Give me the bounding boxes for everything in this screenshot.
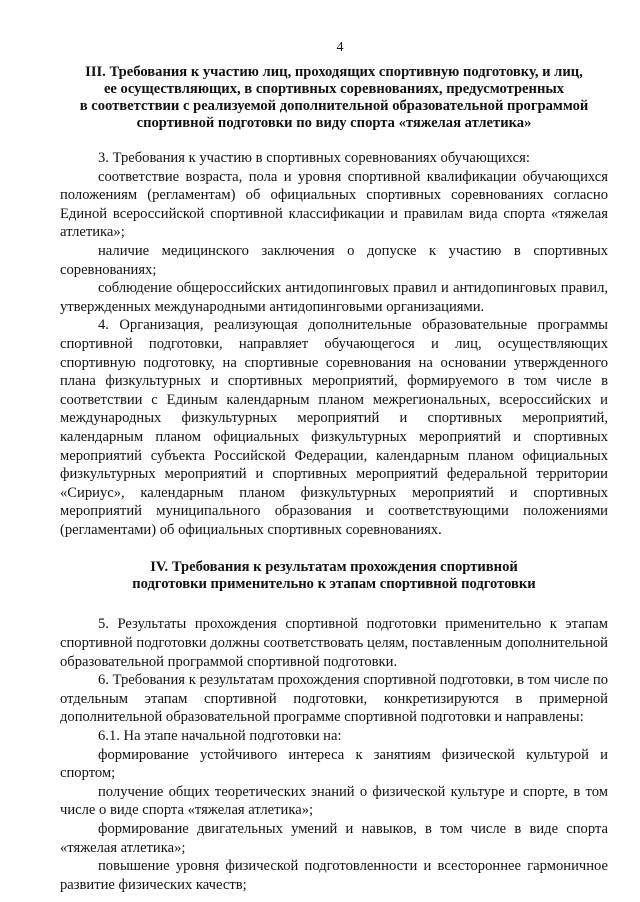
section-3-body <box>60 149 608 539</box>
paragraph-3-item-medical: наличие медицинского заключения о допуске к участию в спортивных соревнованиях; <box>60 242 608 278</box>
section-4-heading <box>60 559 608 593</box>
section-4-body <box>60 615 608 894</box>
paragraph-3-item-antidoping: соблюдение общероссийских антидопинговых правил и антидопинговых правил, утвержденных международными антидопинговыми организациями. <box>60 280 608 315</box>
heading-line: ее осуществляющих, в спортивных соревнованиях, предусмотренных <box>103 81 565 97</box>
paragraph-6-1-item-fitness: повышение уровня физической подготовленности и всестороннее гармоничное развитие физических качеств; <box>60 858 608 893</box>
paragraph-6-1-item-interest: формирование устойчивого интереса к занятиям физической культурой и спортом; <box>60 746 608 782</box>
paragraph-3-item-age: соответствие возраста, пола и уровня спортивной квалификации обучающихся положениям (регламентам) об официальных спортивных соревнованиях согласно Единой всероссийской спортивной классификации и правилам вида спорта «тяжелая атлетика»; <box>60 168 608 241</box>
paragraph-6-1-item-knowledge: получение общих теоретических знаний о физической культуре и спорте, в том числе о виде спорта «тяжелая атлетика»; <box>60 783 608 819</box>
heading-line: III. Требования к участию лиц, проходящих спортивную подготовку, и лиц, <box>85 64 583 80</box>
heading-line: в соответствии с реализуемой дополнительной образовательной программой <box>79 98 589 114</box>
heading-line: IV. Требования к результатам прохождения спортивной <box>150 559 518 576</box>
paragraph-4: 4. Организация, реализующая дополнительные образовательные программы спортивной подготовки, направляет обучающегося и лиц, осуществляющих спортивную подготовку, на спортивные соревнования на основании утвержденного плана физкультурных и спортивных мероприятий, формируемого в том числе в соответствии с Единым календарным планом межрегиональных, всероссийских и международных физкультурных мероприятий и спортивных мероприятий, календарным планом официальных физкультурных мероприятий и спортивных мероприятий субъекта Российской Федерации, календарным планом официальных физкультурных мероприятий и спортивных мероприятий федеральной территории «Сириус», календарным планом физкультурных мероприятий и спортивных мероприятий муниципального образования и соответствующими положениями (регламентами) об официальных спортивных соревнованиях. <box>60 317 608 538</box>
heading-line: спортивной подготовки по виду спорта «тяжелая атлетика» <box>136 115 532 131</box>
paragraph-5: 5. Результаты прохождения спортивной подготовки применительно к этапам спортивной подготовки должны соответствовать целям, поставленным дополнительной образовательной программой спортивной подготовки. <box>60 616 608 670</box>
paragraph-3: 3. Требования к участию в спортивных соревнованиях обучающихся: <box>98 150 530 166</box>
heading-line: подготовки применительно к этапам спортивной подготовки <box>132 576 536 593</box>
paragraph-6-1: 6.1. На этапе начальной подготовки на: <box>98 728 342 745</box>
page-number: 4 <box>336 40 344 55</box>
paragraph-6: 6. Требования к результатам прохождения спортивной подготовки, в том числе по отдельным этапам спортивной подготовки, конкретизируются в примерной дополнительной образовательной программе спортивной подготовки и направлены: <box>60 672 608 726</box>
section-3-heading <box>60 64 608 132</box>
paragraph-6-1-item-skills: формирование двигательных умений и навыков, в том числе в виде спорта «тяжелая атлетика»; <box>60 821 608 856</box>
